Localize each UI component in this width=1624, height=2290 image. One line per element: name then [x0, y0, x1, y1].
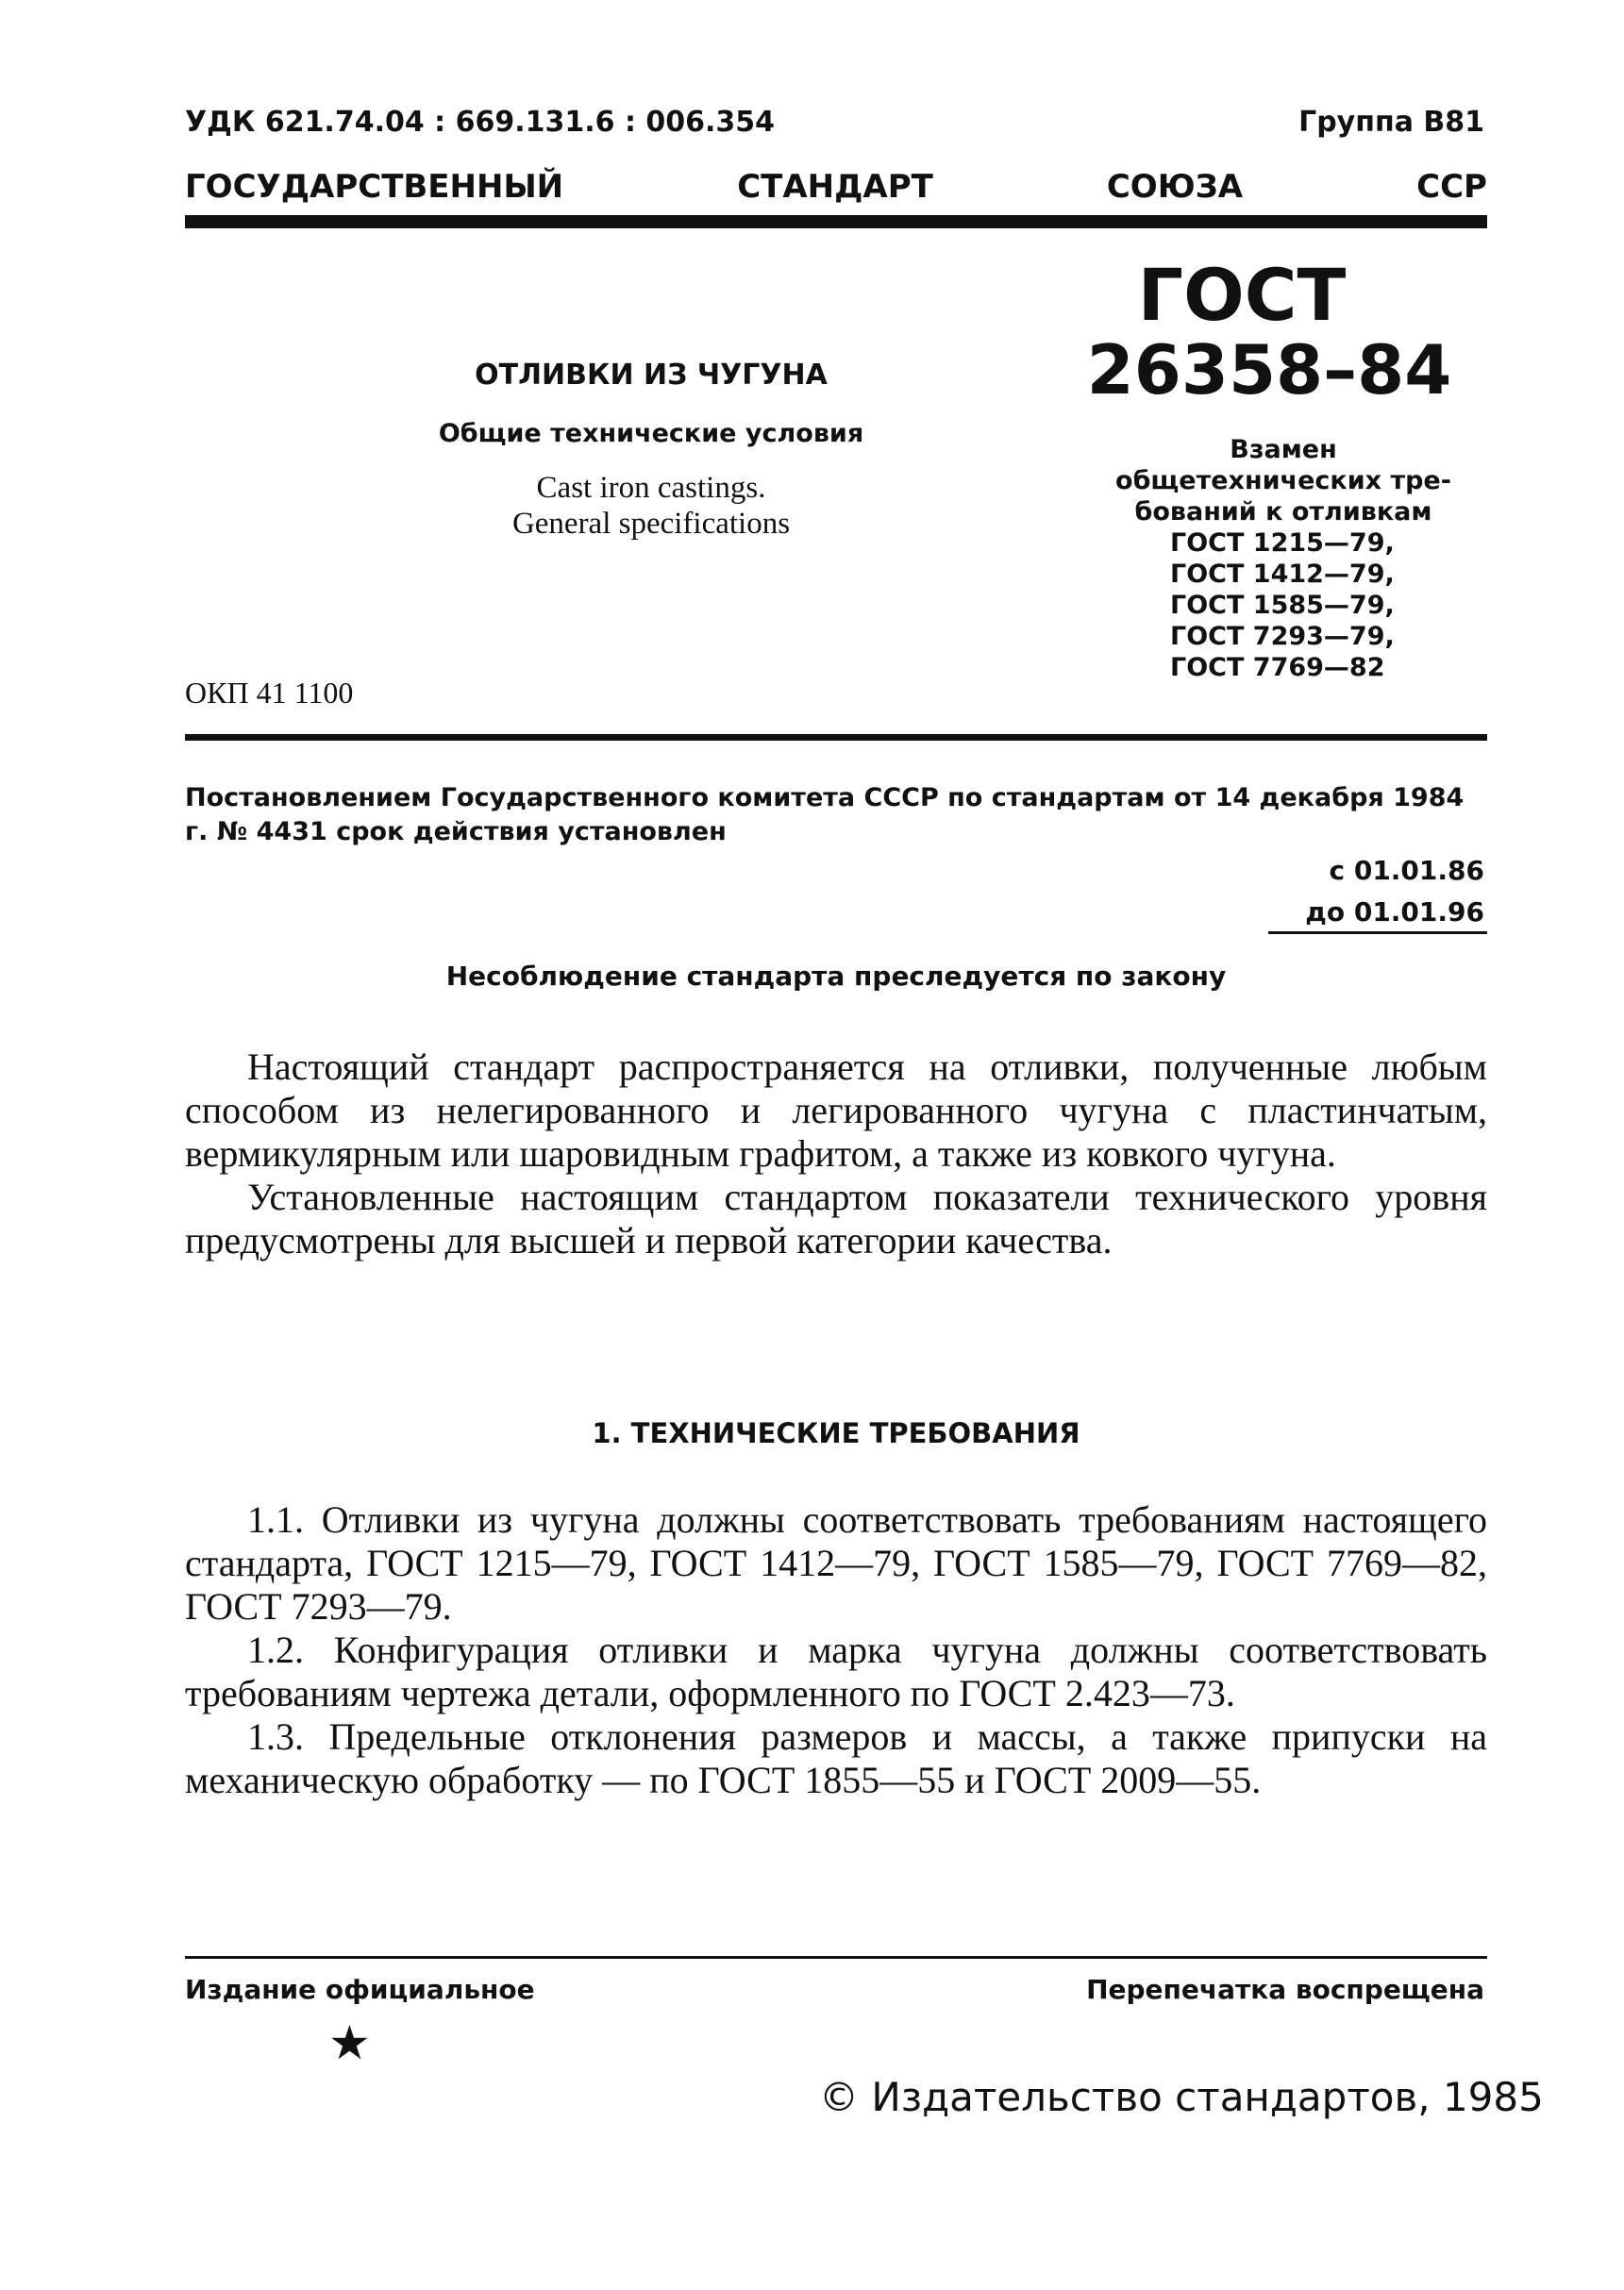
edition-label: Издание официальное	[185, 1974, 535, 2005]
gost-label: ГОСТ	[1137, 253, 1347, 337]
clauses-list	[185, 1498, 1487, 1802]
banner-word: ГОСУДАРСТВЕННЫЙ	[185, 168, 564, 206]
english-title	[406, 470, 896, 542]
star-icon: ★	[328, 2015, 371, 2070]
banner-word: СОЮЗА	[1106, 168, 1244, 206]
decree-text: Постановлением Государственного комитета СССР по стандартам от 14 декабря 1984 г. № 4431 срок действия установлен	[185, 783, 1465, 846]
header-rule	[185, 215, 1487, 228]
document-title: ОТЛИВКИ ИЗ ЧУГУНА	[475, 359, 828, 392]
replaces-line: общетехнических тре-	[1115, 466, 1451, 495]
english-title-line: General specifications	[511, 507, 791, 541]
effective-from-date: с 01.01.86	[1329, 855, 1484, 886]
replaces-line: Взамен	[1230, 435, 1337, 464]
group-code: Группа В81	[1298, 106, 1484, 139]
banner-word: СТАНДАРТ	[737, 168, 933, 206]
paragraph: Настоящий стандарт распространяется на отливки, полученные любым способом из нелегированного и легированного чугуна с пластинчатым, вермикулярным или шаровидным графитом, а также из ковкого чугуна.	[185, 1045, 1487, 1175]
banner-word: ССР	[1416, 168, 1487, 206]
reprint-notice: Перепечатка воспрещена	[1086, 1974, 1484, 2005]
udk-code: УДК 621.74.04 : 669.131.6 : 006.354	[185, 106, 776, 139]
section-rule	[185, 734, 1487, 741]
replaces-block	[1085, 434, 1482, 683]
legal-notice: Несоблюдение стандарта преследуется по закону	[445, 961, 1227, 992]
replaced-standard: ГОСТ 1585—79,	[1170, 591, 1395, 620]
document-subtitle: Общие технические условия	[438, 419, 864, 448]
clause: 1.3. Предельные отклонения размеров и массы, а также припуски на механическую обработку — по ГОСТ 1855—55 и ГОСТ 2009—55.	[185, 1715, 1487, 1801]
gost-number: 26358–84	[1086, 330, 1452, 410]
clause: 1.2. Конфигурация отливки и марка чугуна должны соответствовать требованиям чертежа детали, оформленного по ГОСТ 2.423—73.	[185, 1629, 1487, 1714]
state-standard-banner	[185, 168, 1487, 206]
english-title-line: Cast iron castings.	[536, 471, 766, 505]
date-underline	[1268, 931, 1487, 934]
replaced-standard: ГОСТ 7769—82	[1170, 653, 1385, 682]
clause: 1.1. Отливки из чугуна должны соответствовать требованиям настоящего стандарта, ГОСТ 1215—79, ГОСТ 1412—79, ГОСТ 1585—79, ГОСТ 7769—82, ГОСТ 7293—79.	[185, 1498, 1487, 1628]
intro-text	[185, 1045, 1487, 1262]
replaced-standard: ГОСТ 1215—79,	[1170, 528, 1395, 558]
replaced-standard: ГОСТ 1412—79,	[1170, 560, 1395, 589]
section-heading: 1. ТЕХНИЧЕСКИЕ ТРЕБОВАНИЯ	[592, 1417, 1080, 1449]
replaces-line: бований к отливкам	[1134, 497, 1432, 527]
paragraph: Установленные настоящим стандартом показатели технического уровня предусмотрены для высшей и первой категории качества.	[185, 1176, 1487, 1262]
footer-rule	[185, 1956, 1487, 1959]
effective-to-date: до 01.01.96	[1305, 896, 1484, 928]
replaced-standard: ГОСТ 7293—79,	[1170, 622, 1395, 651]
okp-code: ОКП 41 1100	[185, 676, 354, 710]
publisher-copyright: © Издательство стандартов, 1985	[819, 2074, 1544, 2120]
